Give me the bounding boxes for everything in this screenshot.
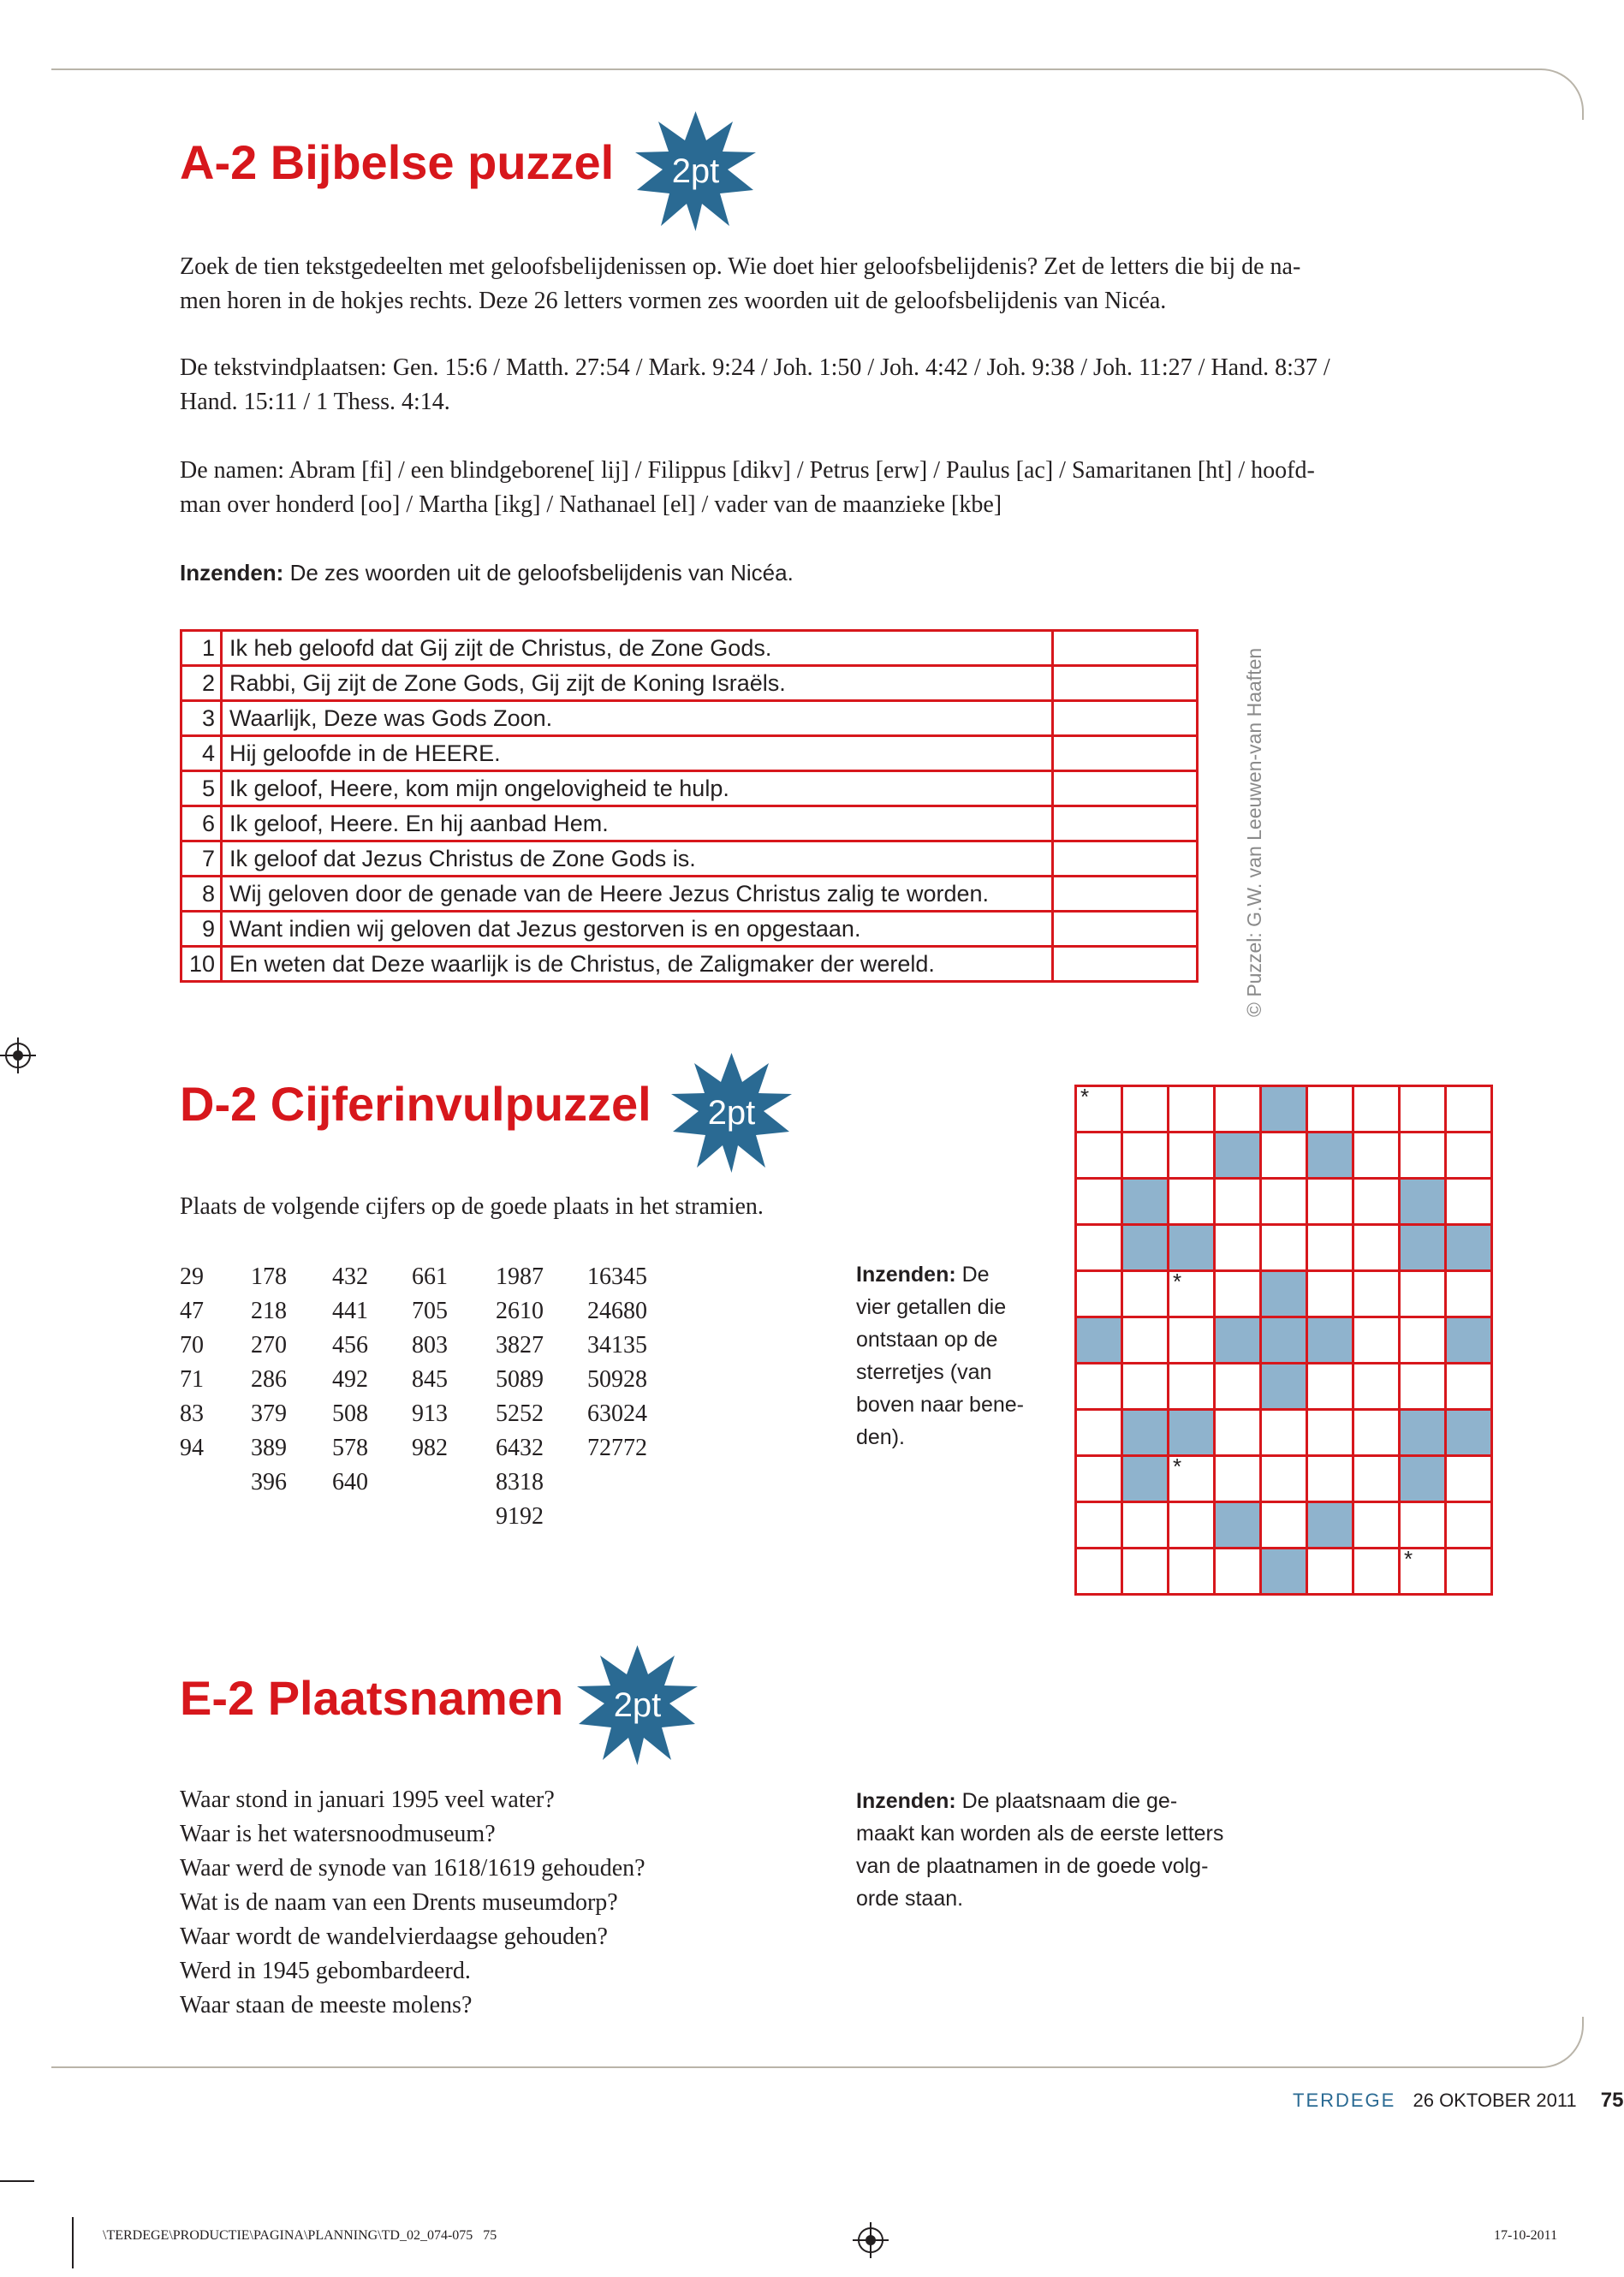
grid-cell[interactable] xyxy=(1447,1180,1493,1226)
grid-cell[interactable] xyxy=(1077,1411,1123,1457)
d2-title: D-2 Cijferinvulpuzzel xyxy=(180,1077,651,1131)
answer-box[interactable] xyxy=(1053,771,1198,806)
grid-cell[interactable] xyxy=(1262,1411,1308,1457)
grid-cell[interactable] xyxy=(1077,1084,1123,1133)
number-item: 508 xyxy=(332,1400,368,1427)
grid-cell[interactable] xyxy=(1401,1503,1447,1549)
number-item: 218 xyxy=(251,1298,287,1324)
number-item: 492 xyxy=(332,1366,368,1393)
grid-cell[interactable] xyxy=(1169,1180,1216,1226)
number-column xyxy=(412,1260,448,1465)
grid-cell-shaded xyxy=(1216,1318,1262,1364)
grid-cell-shaded xyxy=(1262,1318,1308,1364)
grid-cell[interactable] xyxy=(1262,1226,1308,1272)
question-line: Waar stond in januari 1995 veel water? xyxy=(180,1787,555,1813)
a2-places-line: Hand. 15:11 / 1 Thess. 4:14. xyxy=(180,389,450,415)
number-item: 270 xyxy=(251,1332,287,1358)
question-line: Waar is het watersnoodmuseum? xyxy=(180,1821,496,1847)
e2-submit-line: orde staan. xyxy=(856,1887,964,1911)
number-item: 47 xyxy=(180,1298,204,1324)
grid-cell[interactable] xyxy=(1077,1549,1123,1596)
row-number: 9 xyxy=(181,912,222,947)
a2-quotes-table xyxy=(180,629,1199,983)
grid-cell[interactable] xyxy=(1447,1133,1493,1180)
e2-questions xyxy=(180,1783,645,2023)
grid-cell-shaded xyxy=(1077,1318,1123,1364)
grid-cell[interactable] xyxy=(1262,1180,1308,1226)
grid-cell[interactable] xyxy=(1354,1180,1401,1226)
grid-cell[interactable] xyxy=(1123,1503,1169,1549)
d2-submit-line: De xyxy=(955,1263,990,1287)
d2-submit-line: boven naar bene- xyxy=(856,1393,1024,1417)
a2-intro-line: men horen in de hokjes rechts. Deze 26 letters vormen zes woorden uit de geloofsbelijdenis van Nicéa. xyxy=(180,288,1167,314)
grid-cell[interactable] xyxy=(1262,1503,1308,1549)
row-number: 3 xyxy=(181,701,222,736)
grid-cell-shaded xyxy=(1169,1411,1216,1457)
number-item: 83 xyxy=(180,1400,204,1427)
number-item: 94 xyxy=(180,1435,204,1461)
number-item: 70 xyxy=(180,1332,204,1358)
grid-cell[interactable] xyxy=(1308,1457,1354,1503)
number-column xyxy=(180,1260,204,1465)
question-line: Waar wordt de wandelvierdaagse gehouden? xyxy=(180,1923,608,1950)
answer-box[interactable] xyxy=(1053,806,1198,841)
grid-cell-shaded xyxy=(1262,1272,1308,1318)
grid-cell[interactable] xyxy=(1447,1549,1493,1596)
number-item: 16345 xyxy=(587,1263,647,1290)
a2-submit-label: Inzenden: xyxy=(180,560,284,586)
grid-cell[interactable] xyxy=(1354,1318,1401,1364)
row-quote: Ik geloof, Heere. En hij aanbad Hem. xyxy=(222,806,1053,841)
question-line: Waar staan de meeste molens? xyxy=(180,1992,473,2018)
number-grid xyxy=(1074,1085,1493,1596)
table-row xyxy=(181,701,1198,736)
grid-cell[interactable] xyxy=(1401,1318,1447,1364)
registration-mark-icon xyxy=(5,1043,31,1068)
grid-cell[interactable] xyxy=(1354,1457,1401,1503)
grid-cell[interactable] xyxy=(1123,1318,1169,1364)
answer-box[interactable] xyxy=(1053,947,1198,982)
question-line: Werd in 1945 gebombardeerd. xyxy=(180,1958,471,1984)
grid-cell[interactable] xyxy=(1169,1503,1216,1549)
grid-cell[interactable] xyxy=(1262,1457,1308,1503)
a2-points-badge xyxy=(634,111,758,231)
grid-cell[interactable] xyxy=(1169,1087,1216,1133)
table-row xyxy=(181,947,1198,982)
grid-cell[interactable] xyxy=(1354,1503,1401,1549)
grid-cell-shaded xyxy=(1401,1180,1447,1226)
number-item: 640 xyxy=(332,1469,368,1495)
answer-box[interactable] xyxy=(1053,631,1198,666)
row-quote: Hij geloofde in de HEERE. xyxy=(222,736,1053,771)
row-quote: Ik heb geloofd dat Gij zijt de Christus, de Zone Gods. xyxy=(222,631,1053,666)
number-item: 803 xyxy=(412,1332,448,1358)
table-row xyxy=(181,806,1198,841)
e2-submit-line: van de plaatnamen in de goede volg- xyxy=(856,1854,1209,1878)
number-item: 72772 xyxy=(587,1435,647,1461)
a2-submit xyxy=(180,556,794,589)
e2-submit xyxy=(856,1785,1301,1915)
a2-names-line: De namen: Abram [fi] / een blindgeborene[ lij] / Filippus [dikv] / Petrus [erw] / Paulus [ac] / Samaritanen [ht] / hoofd- xyxy=(180,457,1315,484)
e2-title: E-2 Plaatsnamen xyxy=(180,1671,564,1725)
grid-cell[interactable] xyxy=(1447,1272,1493,1318)
grid-cell-shaded xyxy=(1262,1087,1308,1133)
grid-cell[interactable] xyxy=(1169,1133,1216,1180)
a2-intro-line: Zoek de tien tekstgedeelten met geloofsbelijdenissen op. Wie doet hier geloofsbelijdenis? Zet de letters die bij de na- xyxy=(180,253,1301,280)
d2-points-text: 2pt xyxy=(707,1093,756,1132)
d2-submit-line: den). xyxy=(856,1425,905,1449)
number-item: 379 xyxy=(251,1400,287,1427)
grid-cell-shaded xyxy=(1262,1549,1308,1596)
grid-cell-shaded xyxy=(1308,1503,1354,1549)
grid-cell[interactable] xyxy=(1308,1549,1354,1596)
question-line: Wat is de naam van een Drents museumdorp? xyxy=(180,1889,618,1916)
grid-cell[interactable] xyxy=(1169,1454,1216,1503)
grid-cell[interactable] xyxy=(1077,1457,1123,1503)
a2-places xyxy=(180,351,1515,419)
a2-names-line: man over honderd [oo] / Martha [ikg] / Nathanael [el] / vader van de maanzieke [kbe] xyxy=(180,491,1002,518)
a2-points-text: 2pt xyxy=(671,152,720,190)
table-row xyxy=(181,666,1198,701)
grid-cell[interactable] xyxy=(1354,1364,1401,1411)
grid-cell[interactable] xyxy=(1077,1180,1123,1226)
grid-cell[interactable] xyxy=(1169,1364,1216,1411)
footer-date: 26 OKTOBER 2011 xyxy=(1413,2090,1577,2111)
number-item: 456 xyxy=(332,1332,368,1358)
number-item: 432 xyxy=(332,1263,368,1290)
number-column xyxy=(572,1260,647,1465)
footer xyxy=(1293,2089,1624,2113)
grid-cell[interactable] xyxy=(1216,1226,1262,1272)
grid-cell[interactable] xyxy=(1169,1269,1216,1318)
number-item: 441 xyxy=(332,1298,368,1324)
bottom-rule-corner xyxy=(1532,2017,1584,2068)
grid-cell[interactable] xyxy=(1216,1411,1262,1457)
number-column xyxy=(332,1260,368,1500)
answer-box[interactable] xyxy=(1053,877,1198,912)
row-number: 6 xyxy=(181,806,222,841)
grid-cell[interactable] xyxy=(1216,1180,1262,1226)
e2-submit-line: maakt kan worden als de eerste letters xyxy=(856,1822,1224,1846)
print-date: 17-10-2011 xyxy=(1494,2228,1558,2243)
number-item: 661 xyxy=(412,1263,448,1290)
grid-cell[interactable] xyxy=(1354,1133,1401,1180)
number-column xyxy=(251,1260,287,1500)
row-quote: Waarlijk, Deze was Gods Zoon. xyxy=(222,701,1053,736)
grid-cell-shaded xyxy=(1447,1226,1493,1272)
number-item: 5252 xyxy=(496,1400,544,1427)
table-row xyxy=(181,841,1198,877)
number-item: 389 xyxy=(251,1435,287,1461)
grid-cell-shaded xyxy=(1308,1318,1354,1364)
grid-cell[interactable] xyxy=(1123,1133,1169,1180)
grid-cell-shaded xyxy=(1216,1133,1262,1180)
grid-cell-shaded xyxy=(1169,1226,1216,1272)
d2-submit xyxy=(856,1258,1062,1454)
grid-cell-shaded xyxy=(1123,1226,1169,1272)
grid-cell[interactable] xyxy=(1216,1457,1262,1503)
number-item: 913 xyxy=(412,1400,448,1427)
grid-cell[interactable] xyxy=(1308,1364,1354,1411)
grid-cell[interactable] xyxy=(1354,1411,1401,1457)
d2-submit-line: vier getallen die xyxy=(856,1295,1007,1319)
number-item: 8318 xyxy=(496,1469,544,1495)
grid-cell[interactable] xyxy=(1216,1087,1262,1133)
number-item: 396 xyxy=(251,1469,287,1495)
number-item: 1987 xyxy=(496,1263,544,1290)
grid-cell[interactable] xyxy=(1123,1364,1169,1411)
grid-cell-shaded xyxy=(1401,1457,1447,1503)
grid-cell[interactable] xyxy=(1447,1087,1493,1133)
grid-cell-shaded xyxy=(1123,1180,1169,1226)
row-number: 4 xyxy=(181,736,222,771)
number-item: 5089 xyxy=(496,1366,544,1393)
grid-cell[interactable] xyxy=(1123,1087,1169,1133)
number-item: 578 xyxy=(332,1435,368,1461)
grid-cell[interactable] xyxy=(1354,1087,1401,1133)
number-item: 705 xyxy=(412,1298,448,1324)
e2-submit-label: Inzenden: xyxy=(856,1789,956,1813)
row-number: 1 xyxy=(181,631,222,666)
answer-box[interactable] xyxy=(1053,841,1198,877)
grid-cell[interactable] xyxy=(1354,1272,1401,1318)
number-item: 29 xyxy=(180,1263,204,1290)
top-rule xyxy=(51,68,1541,70)
table-row xyxy=(181,736,1198,771)
grid-cell[interactable] xyxy=(1123,1549,1169,1596)
grid-cell[interactable] xyxy=(1447,1503,1493,1549)
d2-points-badge xyxy=(669,1053,794,1173)
asterisk-marker: * xyxy=(1080,1084,1090,1109)
grid-cell[interactable] xyxy=(1169,1549,1216,1596)
grid-cell[interactable] xyxy=(1401,1272,1447,1318)
number-item: 71 xyxy=(180,1366,204,1393)
row-number: 2 xyxy=(181,666,222,701)
grid-cell[interactable] xyxy=(1123,1272,1169,1318)
a2-places-line: De tekstvindplaatsen: Gen. 15:6 / Matth. 27:54 / Mark. 9:24 / Joh. 1:50 / Joh. 4:42 / Joh. 9:38 / Joh. 11:27 / Hand. 8:37 / xyxy=(180,354,1330,381)
number-item: 24680 xyxy=(587,1298,647,1324)
grid-cell[interactable] xyxy=(1077,1364,1123,1411)
row-number: 8 xyxy=(181,877,222,912)
crop-mark xyxy=(0,2180,34,2182)
table-row xyxy=(181,771,1198,806)
grid-cell[interactable] xyxy=(1077,1226,1123,1272)
asterisk-marker: * xyxy=(1173,1454,1182,1479)
puzzle-credit: © Puzzel: G.W. van Leeuwen-van Haaften xyxy=(1243,647,1265,1017)
row-number: 5 xyxy=(181,771,222,806)
answer-box[interactable] xyxy=(1053,736,1198,771)
crop-mark xyxy=(72,2217,74,2268)
row-quote: En weten dat Deze waarlijk is de Christus, de Zaligmaker der wereld. xyxy=(222,947,1053,982)
grid-cell[interactable] xyxy=(1308,1180,1354,1226)
grid-cell-shaded xyxy=(1447,1318,1493,1364)
top-rule-corner xyxy=(1532,68,1584,120)
grid-cell[interactable] xyxy=(1169,1318,1216,1364)
row-quote: Wij geloven door de genade van de Heere Jezus Christus zalig te worden. xyxy=(222,877,1053,912)
grid-cell[interactable] xyxy=(1216,1364,1262,1411)
number-item: 50928 xyxy=(587,1366,647,1393)
grid-cell[interactable] xyxy=(1401,1087,1447,1133)
e2-points-text: 2pt xyxy=(613,1685,662,1724)
grid-cell[interactable] xyxy=(1077,1133,1123,1180)
row-number: 7 xyxy=(181,841,222,877)
grid-cell-shaded xyxy=(1216,1503,1262,1549)
number-item: 286 xyxy=(251,1366,287,1393)
grid-cell[interactable] xyxy=(1401,1364,1447,1411)
grid-cell-shaded xyxy=(1401,1226,1447,1272)
table-row xyxy=(181,877,1198,912)
row-number: 10 xyxy=(181,947,222,982)
grid-cell[interactable] xyxy=(1077,1272,1123,1318)
number-item: 3827 xyxy=(496,1332,544,1358)
answer-box[interactable] xyxy=(1053,666,1198,701)
footer-brand: TERDEGE xyxy=(1293,2090,1396,2111)
asterisk-marker: * xyxy=(1404,1546,1413,1572)
d2-submit-label: Inzenden: xyxy=(856,1263,956,1287)
number-item: 982 xyxy=(412,1435,448,1461)
footer-page: 75 xyxy=(1600,2089,1624,2112)
grid-cell-shaded xyxy=(1262,1364,1308,1411)
e2-submit-line: De plaatsnaam die ge- xyxy=(955,1789,1178,1813)
e2-points-badge xyxy=(575,1645,699,1765)
grid-cell[interactable] xyxy=(1216,1549,1262,1596)
grid-cell[interactable] xyxy=(1308,1411,1354,1457)
a2-title: A-2 Bijbelse puzzel xyxy=(180,135,615,189)
question-line: Waar werd de synode van 1618/1619 gehouden? xyxy=(180,1855,645,1882)
number-item: 6432 xyxy=(496,1435,544,1461)
a2-intro xyxy=(180,250,1515,318)
d2-intro: Plaats de volgende cijfers op de goede plaats in het stramien. xyxy=(180,1193,764,1220)
number-item: 178 xyxy=(251,1263,287,1290)
grid-cell[interactable] xyxy=(1401,1133,1447,1180)
row-quote: Want indien wij geloven dat Jezus gestorven is en opgestaan. xyxy=(222,912,1053,947)
table-row xyxy=(181,631,1198,666)
number-column xyxy=(482,1260,544,1534)
grid-cell[interactable] xyxy=(1447,1457,1493,1503)
grid-cell[interactable] xyxy=(1308,1087,1354,1133)
answer-box[interactable] xyxy=(1053,701,1198,736)
grid-cell[interactable] xyxy=(1077,1503,1123,1549)
grid-cell-shaded xyxy=(1308,1133,1354,1180)
grid-cell-shaded xyxy=(1447,1411,1493,1457)
number-item: 9192 xyxy=(496,1503,544,1530)
a2-names xyxy=(180,454,1515,522)
grid-cell[interactable] xyxy=(1262,1133,1308,1180)
number-item: 2610 xyxy=(496,1298,544,1324)
grid-cell[interactable] xyxy=(1308,1272,1354,1318)
d2-submit-line: ontstaan op de xyxy=(856,1328,998,1352)
registration-mark-icon xyxy=(858,2227,883,2253)
grid-cell[interactable] xyxy=(1354,1226,1401,1272)
a2-submit-text: De zes woorden uit de geloofsbelijdenis van Nicéa. xyxy=(283,560,794,586)
grid-cell[interactable] xyxy=(1308,1226,1354,1272)
row-quote: Rabbi, Gij zijt de Zone Gods, Gij zijt de Koning Israëls. xyxy=(222,666,1053,701)
slug-line: \TERDEGE\PRODUCTIE\PAGINA\PLANNING\TD_02_074-075 75 xyxy=(103,2228,497,2243)
answer-box[interactable] xyxy=(1053,912,1198,947)
row-quote: Ik geloof dat Jezus Christus de Zone Gods is. xyxy=(222,841,1053,877)
row-quote: Ik geloof, Heere, kom mijn ongelovigheid te hulp. xyxy=(222,771,1053,806)
bottom-rule xyxy=(51,2066,1541,2068)
grid-cell-shaded xyxy=(1401,1411,1447,1457)
grid-cell[interactable] xyxy=(1216,1272,1262,1318)
grid-cell[interactable] xyxy=(1447,1364,1493,1411)
number-item: 34135 xyxy=(587,1332,647,1358)
number-item: 63024 xyxy=(587,1400,647,1427)
table-row xyxy=(181,912,1198,947)
asterisk-marker: * xyxy=(1173,1269,1182,1294)
grid-cell[interactable] xyxy=(1354,1549,1401,1596)
number-item: 845 xyxy=(412,1366,448,1393)
grid-cell[interactable] xyxy=(1401,1546,1447,1596)
d2-submit-line: sterretjes (van xyxy=(856,1360,992,1384)
grid-cell-shaded xyxy=(1123,1457,1169,1503)
grid-cell-shaded xyxy=(1123,1411,1169,1457)
